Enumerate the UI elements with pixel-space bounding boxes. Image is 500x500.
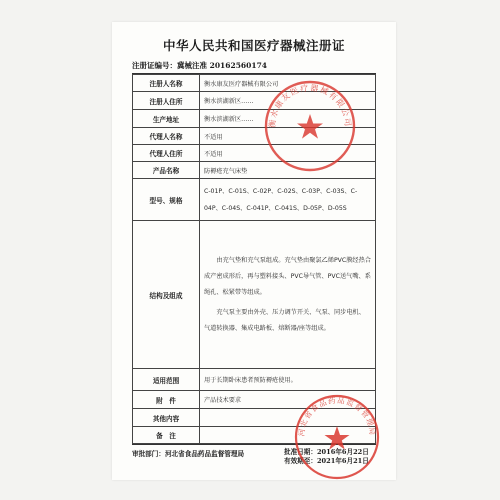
table-row xyxy=(133,369,376,391)
valid-until-label: 有效期至： xyxy=(284,457,317,465)
row-value: 衡水滨湖新区…… xyxy=(200,110,376,128)
row-value: 衡水滨湖新区…… xyxy=(200,92,376,110)
certificate-title: 中华人民共和国医疗器械注册证 xyxy=(162,38,345,53)
row-label: 生产地址 xyxy=(133,110,200,128)
row-value: 产品技术要求 xyxy=(200,391,376,409)
approval-date: 2016年6月22日 xyxy=(316,448,369,456)
row-label: 注册人住所 xyxy=(133,92,200,110)
structure-paragraph: 充气泵主要由外壳、压力调节开关、气泵、同步电机、气道转换器、集成电路板、熔断器/座等组成。 xyxy=(204,308,365,332)
row-label: 代理人名称 xyxy=(133,128,200,145)
table-row xyxy=(133,221,376,369)
company-seal-text: 衡水康友医疗器械有限公司 xyxy=(267,83,353,129)
row-label: 产品名称 xyxy=(133,162,200,179)
row-label: 代理人住所 xyxy=(133,145,200,162)
row-value: 防褥疮充气床垫 xyxy=(200,162,376,179)
row-value: 不适用 xyxy=(200,145,376,162)
authority-seal-text: 河北省食品药品监督管理局 xyxy=(296,395,378,437)
registration-number-line xyxy=(132,60,376,74)
model-spec-list: C-01P、C-01S、C-02P、C-02S、C-03P、C-03S、C-04P、C-04S、C-041P、C-041S、D-05P、D-05S xyxy=(200,179,376,221)
row-value: 衡水康友医疗器械有限公司 xyxy=(200,75,376,92)
row-label: 结构及组成 xyxy=(133,221,200,369)
approval-date-label: 批准日期： xyxy=(284,448,317,456)
row-label: 型号、规格 xyxy=(133,179,200,221)
company-seal-icon xyxy=(262,78,358,174)
authority-seal-icon xyxy=(292,392,382,482)
registration-number-label: 注册证编号： xyxy=(132,61,177,70)
registration-number: 冀械注准 20162560174 xyxy=(177,61,268,70)
issuer-name: 河北省食品药品监督管理局 xyxy=(164,450,245,458)
row-value: 用于长期卧床患者预防褥疮使用。 xyxy=(200,369,376,391)
structure-composition xyxy=(200,221,376,369)
row-label: 备 注 xyxy=(133,427,200,444)
issuing-authority xyxy=(132,448,244,458)
row-label: 注册人名称 xyxy=(133,75,200,92)
issuer-label: 审批部门： xyxy=(132,450,165,458)
valid-until-date: 2021年6月21日 xyxy=(316,457,369,465)
row-label: 附 件 xyxy=(133,391,200,409)
table-row xyxy=(133,179,376,221)
row-label: 其他内容 xyxy=(133,409,200,427)
row-value: 不适用 xyxy=(200,128,376,145)
row-label: 适用范围 xyxy=(133,369,200,391)
structure-paragraph: 由充气垫和充气泵组成。充气垫由聚氯乙烯PVC膜经热合成产密成形后，再与塑料接头、PVC导气管、PVC送气嘴、系绳孔、松紧带等组成。 xyxy=(204,256,371,296)
